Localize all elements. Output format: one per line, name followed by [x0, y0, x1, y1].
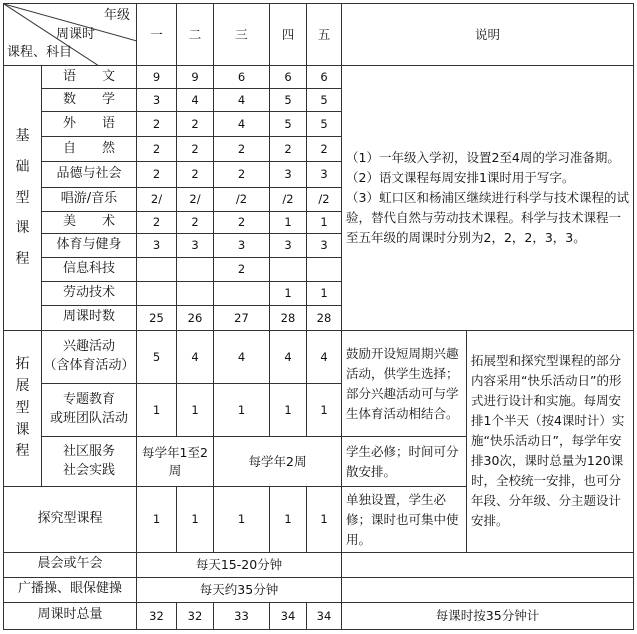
cell	[137, 281, 177, 305]
extended-category: 拓 展 型 课 程	[4, 330, 42, 486]
cell: 3	[177, 233, 214, 257]
cell: 2/	[137, 187, 177, 211]
subject-topic-education: 专题教育 或班团队活动	[42, 384, 137, 437]
subject-music: 唱游/音乐	[42, 187, 137, 211]
cell: 34	[307, 602, 342, 629]
subject-pe-health: 体育与健身	[42, 233, 137, 257]
cell: 2	[214, 137, 270, 162]
cell: 1	[137, 384, 177, 437]
extended-note-b: 学生必修；时间可分散安排。	[342, 437, 467, 487]
cell: 32	[177, 602, 214, 629]
cell: 3	[137, 233, 177, 257]
subject-chinese: 语 文	[42, 66, 137, 89]
cell: 2	[214, 162, 270, 187]
grade-1-header: 一	[137, 4, 177, 66]
subject-interest-activities: 兴趣活动 （含体育活动）	[42, 330, 137, 383]
cell: 2	[177, 137, 214, 162]
basic-note-2: （2）语文课程每周安排1课时用于写字。	[346, 170, 575, 186]
cell	[214, 281, 270, 305]
exercise-value: 每天约35分钟	[137, 577, 342, 602]
cell: 3	[270, 233, 307, 257]
cell: 1	[137, 487, 177, 552]
cell: 3	[214, 233, 270, 257]
cell: 1	[270, 487, 307, 552]
header-grade-label: 年级	[103, 8, 130, 23]
cell: 2	[137, 137, 177, 162]
cell: 3	[137, 89, 177, 112]
header-subject-label: 课程、科目	[7, 45, 73, 61]
header-diagonal-cell	[4, 4, 137, 66]
cell: 6	[307, 66, 342, 89]
cell	[270, 257, 307, 281]
cell: 2	[214, 211, 270, 233]
cell: 2	[177, 211, 214, 233]
subject-weekly-total: 周课时总量	[4, 602, 137, 629]
cell: 1	[307, 487, 342, 552]
basic-note-3: （3）虹口区和杨浦区继续进行科学与技术课程的试验，替代自然与劳动技术课程。科学与技术课程一至五年级的周课时分别为2，2，2，3，3。	[346, 190, 629, 246]
basic-note-1: （1）一年级入学初，设置2至4周的学习准备期。	[346, 150, 620, 166]
cell: 26	[177, 305, 214, 330]
cell: 1	[177, 487, 214, 552]
total-note: 每课时按35分钟计	[342, 602, 634, 629]
cell: 4	[270, 330, 307, 383]
cell	[137, 257, 177, 281]
cell: 5	[307, 112, 342, 137]
grade-4-header: 四	[270, 4, 307, 66]
cell: 1	[307, 281, 342, 305]
basic-weekly-hours: 周课时数	[42, 305, 137, 330]
cell: 1	[177, 384, 214, 437]
cell: 4	[307, 330, 342, 383]
cell: 6	[270, 66, 307, 89]
cell: 3	[270, 162, 307, 187]
extended-note-right: 拓展型和探究型课程的部分内容采用“快乐活动日”的形式进行设计和实施。每周安排1个半天（按4课时计）实施“快乐活动日”，每学年安排30次，课时总量为120课时，全校统一安排，也可分年段、分年级、分主题设计安排。	[467, 330, 634, 552]
cell: 2	[137, 211, 177, 233]
cell: 2	[177, 162, 214, 187]
morning-note	[342, 552, 634, 577]
cell: 9	[137, 66, 177, 89]
grade-5-header: 五	[307, 4, 342, 66]
subject-nature: 自 然	[42, 137, 137, 162]
notes-header: 说明	[342, 4, 634, 66]
cell: 2	[214, 257, 270, 281]
cell: 4	[214, 330, 270, 383]
cell	[177, 281, 214, 305]
cell	[307, 257, 342, 281]
cell: 1	[270, 281, 307, 305]
cell: 6	[214, 66, 270, 89]
cell: 2	[137, 112, 177, 137]
cell: 34	[270, 602, 307, 629]
cell: 28	[307, 305, 342, 330]
cell: /2	[307, 187, 342, 211]
morning-value: 每天15-20分钟	[137, 552, 342, 577]
cell: 2/	[177, 187, 214, 211]
cell: 25	[137, 305, 177, 330]
subject-community-service: 社区服务 社会实践	[42, 437, 137, 487]
cell: 5	[270, 112, 307, 137]
cell: 3	[307, 233, 342, 257]
community-grade-1-2: 每学年1至2周	[137, 437, 214, 487]
extended-note-a: 鼓励开设短周期兴趣活动，供学生选择；部分兴趣活动可与学生体育活动相结合。	[342, 330, 467, 436]
inquiry-note: 单独设置，学生必修；课时也可集中使用。	[342, 487, 467, 552]
cell: 28	[270, 305, 307, 330]
cell: 1	[270, 211, 307, 233]
curriculum-table	[3, 3, 634, 630]
cell: 4	[177, 330, 214, 383]
grade-2-header: 二	[177, 4, 214, 66]
cell: /2	[214, 187, 270, 211]
subject-morning-meeting: 晨会或午会	[4, 552, 137, 577]
cell: 3	[307, 162, 342, 187]
cell: 9	[177, 66, 214, 89]
cell: 1	[270, 384, 307, 437]
grade-3-header: 三	[214, 4, 270, 66]
cell: 27	[214, 305, 270, 330]
cell	[177, 257, 214, 281]
cell: 2	[270, 137, 307, 162]
cell: 5	[137, 330, 177, 383]
cell: 2	[307, 137, 342, 162]
cell: 4	[214, 112, 270, 137]
cell: 1	[307, 384, 342, 437]
cell: 4	[177, 89, 214, 112]
header-hours-label: 周课时	[56, 27, 96, 42]
basic-category: 基 础 型 课 程	[4, 66, 42, 331]
cell: 1	[214, 487, 270, 552]
subject-exercise: 广播操、眼保健操	[4, 577, 137, 602]
cell: 1	[214, 384, 270, 437]
cell: 2	[177, 112, 214, 137]
cell: 4	[214, 89, 270, 112]
cell: 5	[270, 89, 307, 112]
subject-morality-society: 品德与社会	[42, 162, 137, 187]
community-grade-3-5: 每学年2周	[214, 437, 342, 487]
subject-art: 美 术	[42, 211, 137, 233]
subject-foreign-language: 外 语	[42, 112, 137, 137]
subject-it: 信息科技	[42, 257, 137, 281]
basic-notes	[342, 66, 634, 331]
cell: 33	[214, 602, 270, 629]
subject-math: 数 学	[42, 89, 137, 112]
cell: 1	[307, 211, 342, 233]
cell: 2	[137, 162, 177, 187]
cell: 32	[137, 602, 177, 629]
exercise-note	[342, 577, 634, 602]
cell: 5	[307, 89, 342, 112]
cell: /2	[270, 187, 307, 211]
subject-labor-tech: 劳动技术	[42, 281, 137, 305]
subject-inquiry: 探究型课程	[4, 487, 137, 552]
